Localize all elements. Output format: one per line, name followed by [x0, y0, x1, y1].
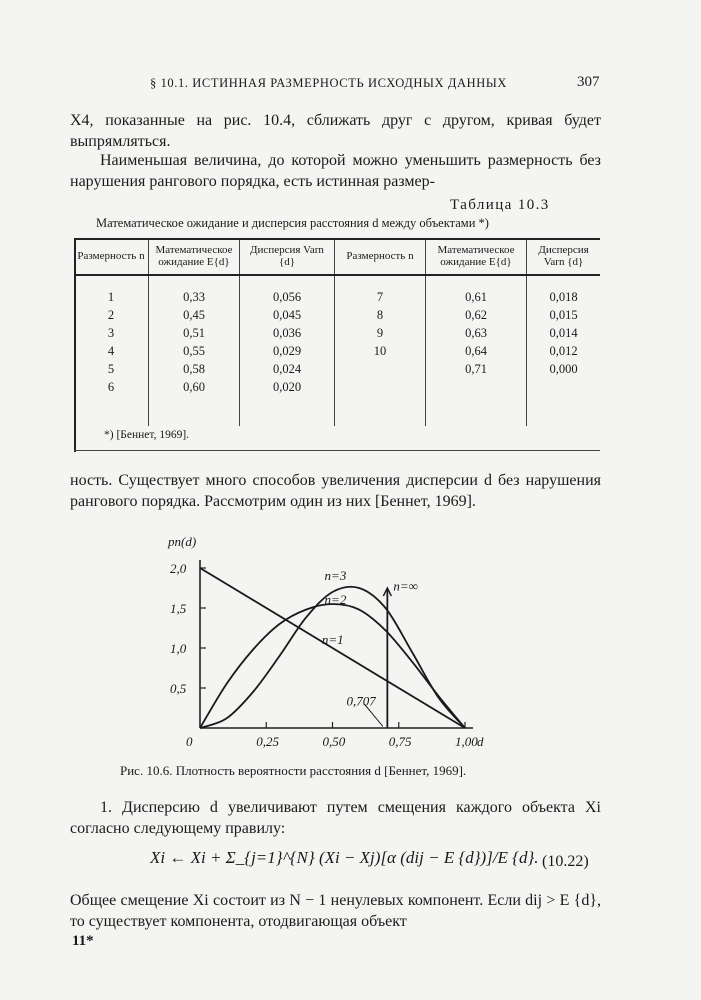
- table-cell: 10: [335, 342, 426, 360]
- table-caption: Математическое ожидание и дисперсия расстояния d между объектами *): [96, 216, 489, 230]
- col-header: Математическое ожидание E{d}: [426, 239, 527, 275]
- density-chart: [150, 535, 530, 755]
- x-tick-label: 0,75: [388, 734, 412, 749]
- table-cell: 0,012: [549, 343, 578, 358]
- table-cell: 0,024: [240, 360, 335, 378]
- paragraph-2: Наименьшая величина, до которой можно уменьшить размерность без нарушения рангового порядка, есть истинная размер-: [70, 152, 601, 190]
- table-header-row: [74, 239, 600, 275]
- col-header: Математическое ожидание E{d}: [149, 239, 240, 275]
- table-row: [74, 342, 600, 360]
- table-spacer-row: [74, 396, 600, 426]
- table-cell: 6: [74, 378, 149, 396]
- table-cell: 7: [335, 275, 426, 306]
- y-tick-label: 1,5: [170, 601, 187, 616]
- table-row: [74, 360, 600, 378]
- table-cell: 0,020: [240, 378, 335, 396]
- table-cell: 5: [74, 360, 149, 378]
- table-cell: 0,045: [240, 306, 335, 324]
- data-table: [74, 238, 600, 451]
- table-footnote-row: [74, 426, 600, 451]
- annotation-label: n=∞: [393, 578, 418, 594]
- x-tick-label: 1,00: [455, 734, 478, 749]
- table-cell: [426, 378, 527, 396]
- paragraph-5: Общее смещение Xi состоит из N − 1 ненулевых компонент. Если dij > E {d}, то существует компонента, отодвигающая объект: [70, 892, 601, 930]
- table-number: Таблица 10.3: [450, 197, 550, 213]
- table-cell: 0,71: [426, 360, 527, 378]
- table-cell: [527, 378, 601, 396]
- running-title: § 10.1. ИСТИННАЯ РАЗМЕРНОСТЬ ИСХОДНЫХ ДАННЫХ: [150, 76, 507, 90]
- table-cell: 0,62: [426, 306, 527, 324]
- table-cell: [335, 378, 426, 396]
- x-tick-label: 0,25: [256, 734, 279, 749]
- formula-10-22: Xi ← Xi + Σ_{j=1}^{N} (Xi − Xj)[α (dij − E {d})]/E {d}.: [150, 848, 539, 867]
- y-tick-label: 0,5: [170, 681, 187, 696]
- x-axis-label: d: [477, 734, 484, 749]
- table-cell: 0,036: [240, 324, 335, 342]
- y-tick-label: 2,0: [170, 561, 187, 576]
- col-header: Дисперсия Varn {d}: [240, 239, 335, 275]
- annotation-label: n=2: [324, 592, 347, 607]
- annotation-label: n=3: [324, 568, 347, 583]
- paragraph-1: X4, показанные на рис. 10.4, сближать друг с другом, кривая будет выпрямляться.: [70, 112, 601, 150]
- table-cell: 0,000: [549, 361, 578, 376]
- table-footnote: *) [Беннет, 1969].: [74, 426, 600, 451]
- annotation-label: n=1: [321, 632, 344, 647]
- y-tick-label: 1,0: [170, 641, 187, 656]
- table-cell: 0,63: [426, 324, 527, 342]
- table-cell: 3: [74, 324, 149, 342]
- table-cell: 0,056: [240, 275, 335, 306]
- table-cell: 0,61: [426, 275, 527, 306]
- table-cell: 0,33: [149, 275, 240, 306]
- table-cell: 0,029: [240, 342, 335, 360]
- table-cell: 0,55: [149, 342, 240, 360]
- table-cell: 1: [74, 275, 149, 306]
- series-line-n=3: [200, 587, 465, 728]
- formula-number: (10.22): [542, 853, 589, 870]
- table-cell: 0,45: [149, 306, 240, 324]
- table-cell: 8: [335, 306, 426, 324]
- table-cell: 0,014: [549, 325, 578, 340]
- table-cell: 4: [74, 342, 149, 360]
- table-cell: 0,018: [549, 289, 578, 304]
- table-cell: 0,51: [149, 324, 240, 342]
- col-header: Размерность n: [74, 239, 149, 275]
- col-header: Размерность n: [335, 239, 426, 275]
- table-row: [74, 275, 600, 306]
- y-axis-label: pn(d): [168, 535, 197, 549]
- annotation-label: 0,707: [346, 693, 376, 709]
- table-row: [74, 324, 600, 342]
- page-number: 307: [577, 74, 600, 90]
- signature-mark: 11*: [72, 933, 94, 949]
- paragraph-4: 1. Дисперсию d увеличивают путем смещения каждого объекта Xi согласно следующему правилу:: [70, 799, 601, 837]
- col-header: Дисперсия Varn {d}: [527, 239, 601, 275]
- figure-caption: Рис. 10.6. Плотность вероятности расстояния d [Беннет, 1969].: [120, 763, 467, 778]
- x-tick-label: 0: [186, 734, 193, 749]
- table-row: [74, 306, 600, 324]
- series-line-n=2: [200, 604, 465, 728]
- paragraph-3: ность. Существует много способов увеличения дисперсии d без нарушения рангового порядка. Рассмотрим один из них [Беннет, 1969].: [70, 472, 601, 510]
- table-cell: 2: [74, 306, 149, 324]
- chart-labels: [167, 535, 484, 749]
- table-cell: [335, 360, 426, 378]
- table-cell: 0,58: [149, 360, 240, 378]
- table-cell: 0,64: [426, 342, 527, 360]
- x-tick-label: 0,50: [322, 734, 346, 749]
- table-cell: 0,60: [149, 378, 240, 396]
- table-cell: 9: [335, 324, 426, 342]
- table-cell: 0,015: [549, 307, 578, 322]
- table-row: [74, 378, 600, 396]
